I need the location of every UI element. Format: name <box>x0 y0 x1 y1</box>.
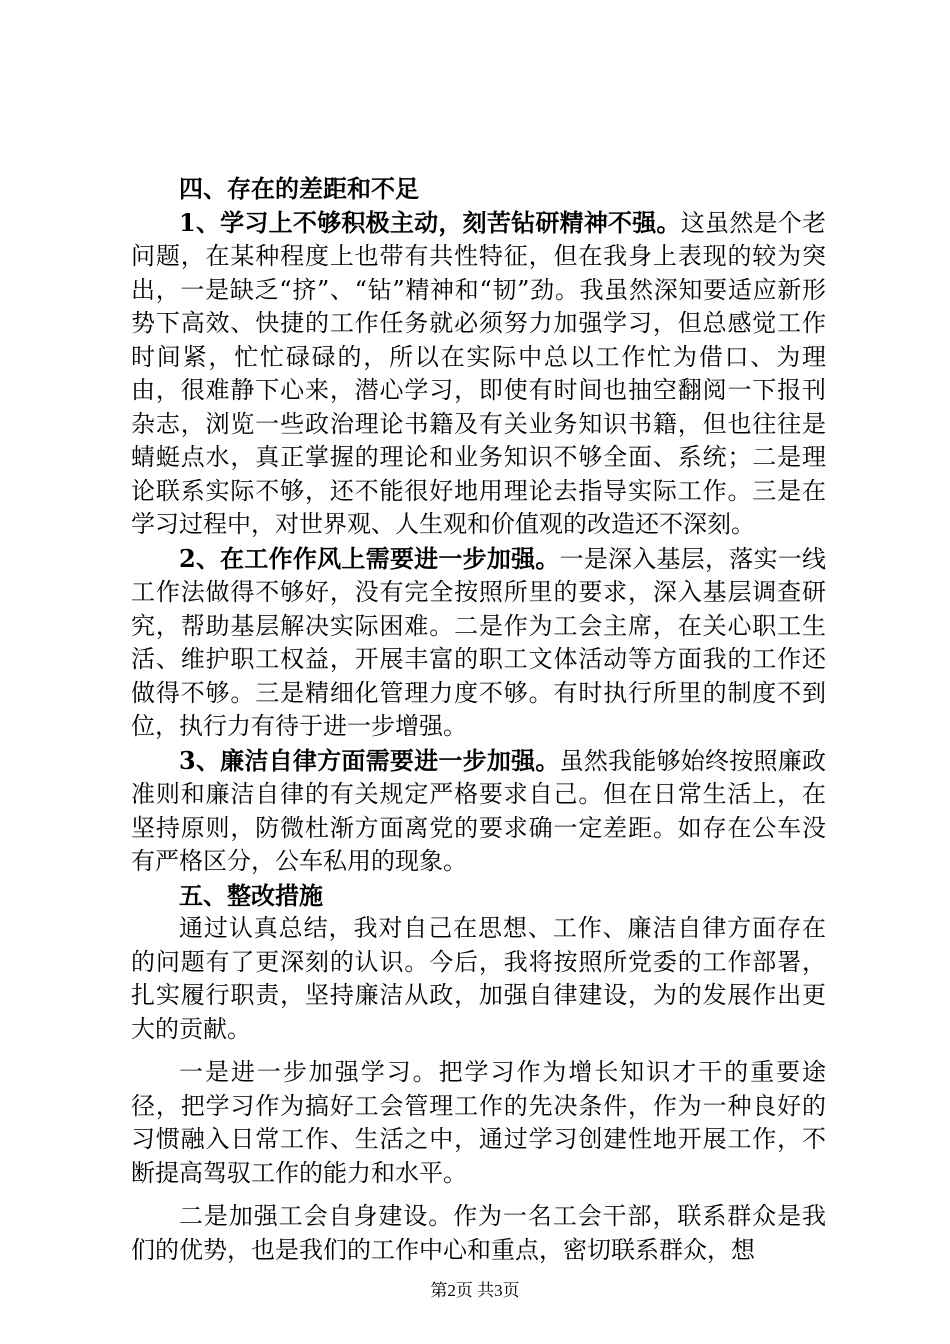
section-5-heading: 五、整改措施 <box>179 880 323 910</box>
item-2-text: 一是深入基层，落实一线工作法做得不够好，没有完全按照所里的要求，深入基层调查研究，帮助基层解决实际困难。二是作为工会主席，在关心职工生活、维护职工权益，开展丰富的职工文体活动等方面我的工作还做得不够。三是精细化管理力度不够。有时执行所里的制度不到位，执行力有待于进一步增强。 <box>131 544 826 740</box>
measure-2-paragraph: 二是加强工会自身建设。作为一名工会干部，联系群众是我们的优势，也是我们的工作中心和重点，密切联系群众，想 <box>131 1202 826 1264</box>
item-3-lead: 3、廉洁自律方面需要进一步加强。 <box>179 745 560 775</box>
item-2-lead: 2、在工作作风上需要进一步加强。 <box>179 543 560 573</box>
item-3-text: 虽然我能够始终按照廉政准则和廉洁自律的有关规定严格要求自己。但在日常生活上，在坚持原则，防微杜渐方面离党的要求确一定差距。如存在公车没有严格区分，公车私用的现象。 <box>131 746 826 875</box>
page-number-footer: 第2页 共3页 <box>430 1281 520 1300</box>
measure-1-paragraph: 一是进一步加强学习。把学习作为增长知识才干的重要途径，把学习作为搞好工会管理工作的先决条件，作为一种良好的习惯融入日常工作、生活之中，通过学习创建性地开展工作，不断提高驾驭工作的能力和水平。 <box>131 1058 826 1187</box>
item-3-paragraph <box>131 744 826 879</box>
item-2-paragraph <box>131 542 826 744</box>
document-body <box>131 172 826 1267</box>
item-1-lead: 1、学习上不够积极主动，刻苦钻研精神不强。 <box>179 207 681 237</box>
section-4-heading: 四、存在的差距和不足 <box>179 174 419 203</box>
item-1-text: 这虽然是个老问题，在某种程度上也带有共性特征，但在我身上表现的较为突出，一是缺乏“挤”、“钻”精神和“韧”劲。我虽然深知要适应新形势下高效、快捷的工作任务就必须努力加强学习，但总感觉工作时间紧，忙忙碌碌的，所以在实际中总以工作忙为借口、为理由，很难静下心来，潜心学习，即使有时间也抽空翻阅一下报刊杂志，浏览一些政治理论书籍及有关业务知识书籍，但也往往是蜻蜓点水，真正掌握的理论和业务知识不够全面、系统；二是理论联系实际不够，还不能很好地用理论去指导实际工作。三是在学习过程中，对世界观、人生观和价值观的改造还不深刻。 <box>131 208 827 538</box>
item-1-paragraph <box>131 206 826 542</box>
section-5-intro-paragraph: 通过认真总结，我对自己在思想、工作、廉洁自律方面存在的问题有了更深刻的认识。今后，我将按照所党委的工作部署，扎实履行职责，坚持廉洁从政，加强自律建设，为的发展作出更大的贡献。 <box>131 914 826 1043</box>
